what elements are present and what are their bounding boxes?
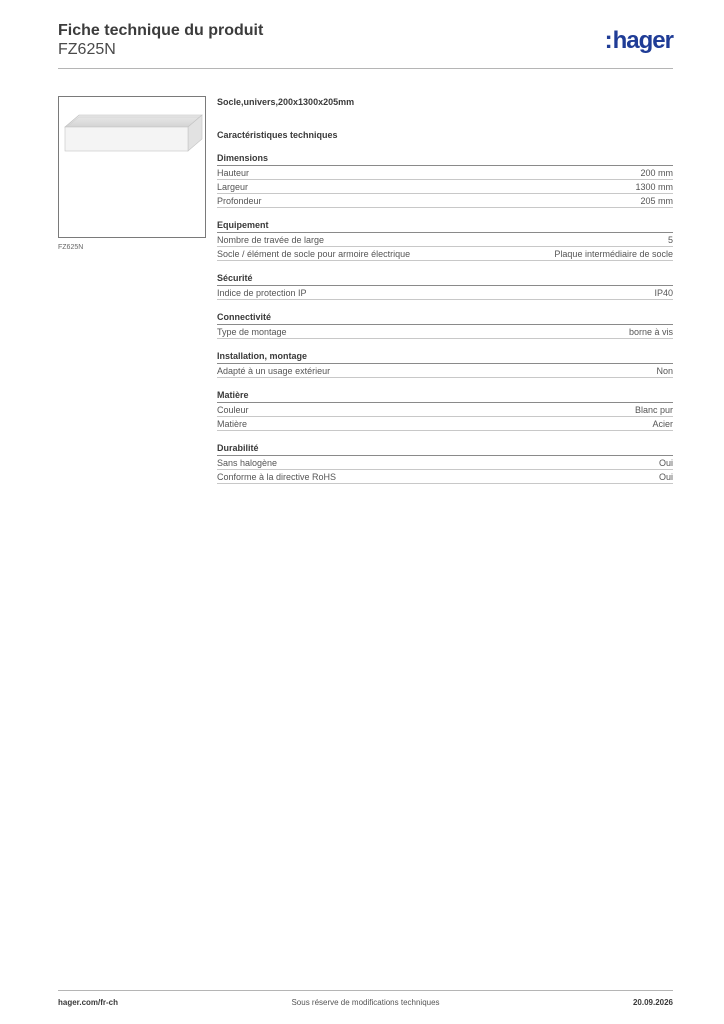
spec-label: Couleur <box>217 405 249 415</box>
spec-section <box>217 153 673 208</box>
spec-value: borne à vis <box>628 327 673 337</box>
plinth-image-icon <box>59 97 205 237</box>
spec-row <box>217 247 673 261</box>
spec-value: Oui <box>658 472 673 482</box>
spec-row <box>217 364 673 378</box>
spec-row <box>217 233 673 247</box>
spec-value: Oui <box>658 458 673 468</box>
footer-website: hager.com/fr-ch <box>58 998 119 1007</box>
spec-label: Indice de protection IP <box>217 288 307 298</box>
spec-content <box>217 96 673 484</box>
spec-row <box>217 325 673 339</box>
spec-section <box>217 220 673 261</box>
spec-value: Acier <box>652 419 673 429</box>
spec-value: Plaque intermédiaire de socle <box>554 249 673 259</box>
spec-sections <box>217 153 673 484</box>
spec-value: IP40 <box>654 288 673 298</box>
spec-label: Largeur <box>217 182 249 192</box>
spec-row <box>217 286 673 300</box>
spec-label: Conforme à la directive RoHS <box>217 472 337 482</box>
spec-label: Type de montage <box>217 327 287 337</box>
spec-row <box>217 403 673 417</box>
section-title: Durabilité <box>217 443 673 456</box>
product-reference: FZ625N <box>58 41 116 58</box>
spec-label: Sans halogène <box>217 458 278 468</box>
spec-value: 205 mm <box>640 196 673 206</box>
spec-section <box>217 443 673 484</box>
spec-label: Socle / élément de socle pour armoire électrique <box>217 249 411 259</box>
spec-section <box>217 312 673 339</box>
spec-row <box>217 180 673 194</box>
spec-label: Adapté à un usage extérieur <box>217 366 331 376</box>
page-title: Fiche technique du produit <box>58 22 264 39</box>
hager-logo: :hager <box>604 27 673 54</box>
image-caption: FZ625N <box>58 244 84 251</box>
section-title: Connectivité <box>217 312 673 325</box>
spec-value: Blanc pur <box>634 405 673 415</box>
section-title: Equipement <box>217 220 673 233</box>
spec-section <box>217 390 673 431</box>
spec-row <box>217 166 673 180</box>
spec-row <box>217 470 673 484</box>
spec-section <box>217 351 673 378</box>
spec-value: 1300 mm <box>635 182 673 192</box>
spec-row <box>217 194 673 208</box>
spec-label: Matière <box>217 419 248 429</box>
product-name: Socle,univers,200x1300x205mm <box>217 97 355 107</box>
spec-row <box>217 456 673 470</box>
spec-value: Non <box>656 366 673 376</box>
footer-divider <box>58 990 673 991</box>
spec-value: 5 <box>667 235 673 245</box>
spec-label: Nombre de travée de large <box>217 235 325 245</box>
product-image <box>58 96 206 238</box>
section-title: Installation, montage <box>217 351 673 364</box>
spec-value: 200 mm <box>640 168 673 178</box>
section-title: Dimensions <box>217 153 673 166</box>
page-header <box>58 22 673 59</box>
header-divider <box>58 68 673 69</box>
section-title: Matière <box>217 390 673 403</box>
spec-section <box>217 273 673 300</box>
footer-disclaimer: Sous réserve de modifications techniques <box>291 998 440 1007</box>
spec-label: Hauteur <box>217 168 250 178</box>
tech-characteristics-title: Caractéristiques techniques <box>217 130 338 140</box>
spec-label: Profondeur <box>217 196 262 206</box>
footer-date: 20.09.2026 <box>632 998 673 1007</box>
section-title: Sécurité <box>217 273 673 286</box>
spec-row <box>217 417 673 431</box>
